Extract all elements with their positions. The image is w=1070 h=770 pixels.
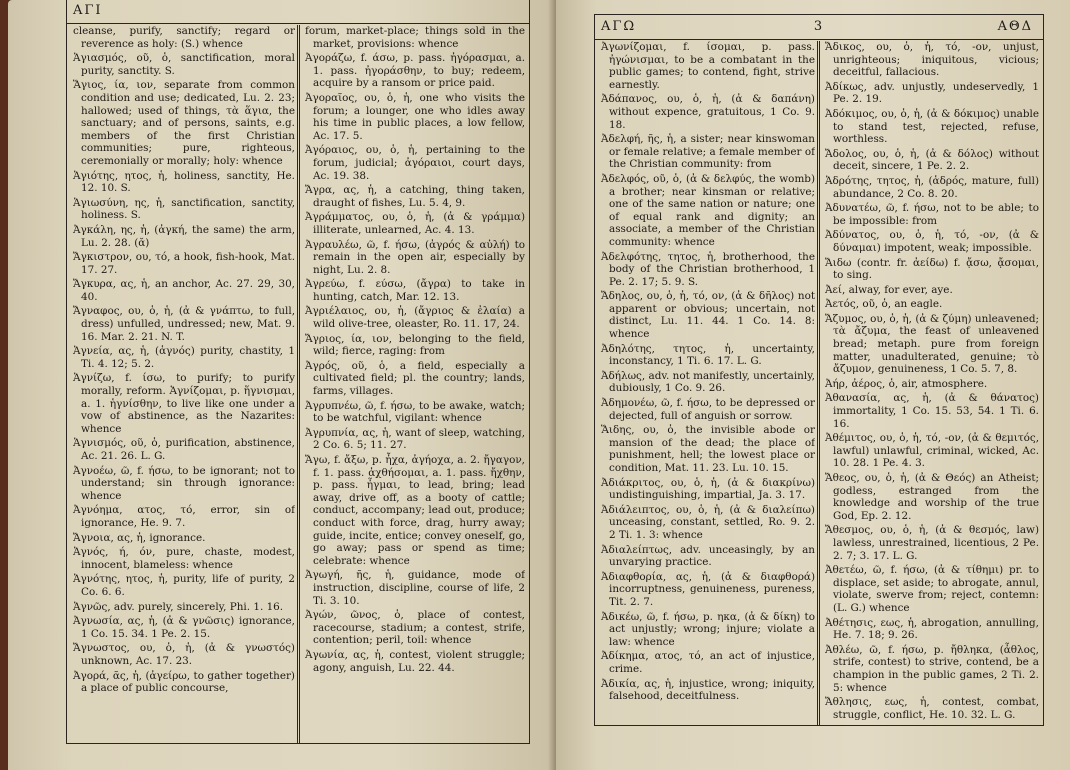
lexicon-entry: Ἄθεος, ου, ὁ, ἡ, (ἀ & Θεός) an Atheist; godless, estranged from the knowledge and worship of the true God, Ep. 2. 12. — [825, 472, 1039, 522]
lexicon-entry: Ἀδηλότης, τητος, ἡ, uncertainty, inconstancy, 1 Ti. 6. 17. L. G. — [601, 342, 815, 368]
right-page — [556, 0, 1070, 770]
lexicon-entry: Ἁγνότης, ητος, ἡ, purity, life of purity, 2 Co. 6. 6. — [73, 573, 295, 598]
lexicon-entry: Ἄγκυρα, ας, ἡ, an anchor, Ac. 27. 29, 30, 40. — [73, 278, 295, 303]
lexicon-entry: Ἀεί, alway, for ever, aye. — [825, 283, 953, 296]
column-rule — [817, 41, 818, 725]
lexicon-entry: Ἀδιάκριτος, ου, ὁ, ἡ, (ἀ & διακρίνω) undistinguishing, impartial, Ja. 3. 17. — [601, 476, 815, 502]
lexicon-entry: Ἄθεσμος, ου, ὁ, ἡ, (ἀ & θεσμός, law) lawless, unrestrained, licentious, 2 Pe. 2. 7; 3. 17. L. G. — [825, 524, 1039, 562]
right-column-1 — [599, 41, 815, 725]
lexicon-entry: Ἄγνοια, ας, ἡ, ignorance. — [73, 531, 206, 544]
lexicon-entry: Ἀδυνατέω, ῶ, f. ήσω, not to be able; to be impossible: from — [825, 202, 1039, 227]
right-running-header — [595, 15, 1043, 40]
left-column-2 — [303, 25, 525, 743]
lexicon-entry: Ἀγωνίζομαι, f. ίσομαι, p. pass. ἠγώνισμαι, to be a combatant in the public games; to contend, fight, strive earnestly. — [601, 41, 815, 91]
lexicon-entry: Ἀγωγή, ῆς, ἡ, guidance, mode of instruction, discipline, course of life, 2 Ti. 3. 10. — [305, 569, 525, 607]
left-column-1 — [71, 25, 295, 743]
lexicon-entry: forum, market-place; things sold in the market, provisions: whence — [305, 25, 525, 50]
left-header-title: ΑΓΙ — [73, 3, 103, 18]
lexicon-entry: Ἀδιαλείπτως, adv. unceasingly, by an unvarying practice. — [601, 543, 815, 569]
lexicon-entry: Ἀγκάλη, ης, ἡ, (ἀγκή, the same) the arm, Lu. 2. 28. (ᾰ) — [73, 223, 295, 249]
lexicon-entry: Ἀγοράζω, f. άσω, p. pass. ἠγόρασμαι, a. 1. pass. ἠγοράσθην, to buy; redeem, acquire by a ransom or price paid. — [305, 52, 525, 90]
lexicon-entry: Ἀδόκιμος, ου, ὁ, ἡ, (ἀ & δόκιμος) unable to stand test, rejected, refuse, worthless. — [825, 107, 1039, 146]
page-number: 3 — [813, 19, 825, 34]
column-rule — [299, 25, 300, 743]
lexicon-entry: Ἀθλέω, ῶ, f. ήσω, p. ἤθληκα, (ἆθλος, strife, contest) to strive, contend, be a champion in the public games, 2 Ti. 2. 5: whence — [825, 643, 1039, 694]
lexicon-entry: Ἀγοραῖος, ου, ὁ, ἡ, one who visits the forum; a lounger, one who idles away his time in public places, a low fellow, Ac. 17. 5. — [305, 91, 525, 142]
lexicon-entry: Ἀδικέω, ῶ, f. ήσω, p. ηκα, (ἀ & δίκη) to act unjustly; wrong; injure; violate a law: whence — [601, 610, 815, 648]
lexicon-entry: Ἄζυμος, ου, ὁ, ἡ, (ἀ & ζύμη) unleavened; τὰ ἄζυμα, the feast of unleavened bread; metaph. pure from foreign matter, unadulterated, genuine; τὸ ἄζυμον, genuineness, 1 Co. 5. 7, 8. — [825, 312, 1039, 376]
lexicon-entry: Ἀγραυλέω, ῶ, f. ήσω, (ἀγρός & αὐλή) to remain in the open air, especially by night, Lu. 2. 8. — [305, 238, 525, 276]
lexicon-entry: Ἁγνῶς, adv. purely, sincerely, Phi. 1. 16. — [73, 600, 284, 613]
lexicon-entry: Ἁδρότης, τητος, ἡ, (ἁδρός, mature, full) abundance, 2 Co. 8. 20. — [825, 174, 1039, 200]
right-header-left: ΑΓΩ — [601, 19, 637, 34]
lexicon-entry: Ἄγνωστος, ου, ὁ, ἡ, (ἀ & γνωστός) unknown, Ac. 17. 23. — [73, 642, 295, 667]
lexicon-entry: Ἀθέτησις, εως, ἡ, abrogation, annulling, He. 7. 18; 9. 26. — [825, 616, 1039, 642]
lexicon-entry: Ἀγρός, οῦ, ὁ, a field, especially a cultivated field; pl. the country; lands, farms, villages. — [305, 359, 525, 398]
left-columns — [67, 25, 529, 743]
lexicon-entry: Ἀθέμιτος, ου, ὁ, ἡ, τό, -ον, (ἀ & θεμιτός, lawful) unlawful, criminal, wicked, Ac. 10. 28. 1 Pe. 4. 3. — [825, 432, 1039, 470]
lexicon-entry: Ἅγιος, ία, ιον, separate from common condition and use; dedicated, Lu. 2. 23; hallowed; used of things, τὰ ἅγια, the sanctuary; and of persons, saints, e.g. members of the first Christian communities; pure, righteous, ceremonially or morally; holy: whence — [73, 79, 295, 167]
lexicon-entry: Ἀγράμματος, ου, ὁ, ἡ, (ἀ & γράμμα) illiterate, unlearned, Ac. 4. 13. — [305, 211, 525, 236]
lexicon-entry: Ἀγρυπνέω, ῶ, f. ήσω, to be awake, watch; to be watchful, vigilant: whence — [305, 399, 525, 425]
right-columns — [595, 41, 1043, 725]
lexicon-entry: Ἀδιάλειπτος, ου, ὁ, ἡ, (ἀ & διαλείπω) unceasing, constant, settled, Ro. 9. 2. 2 Ti. 1. 3: whence — [601, 503, 815, 541]
lexicon-entry: Ἀδιαφθορία, ας, ἡ, (ἀ & διαφθορά) incorruptness, genuineness, pureness, Tit. 2. 7. — [601, 570, 815, 608]
lexicon-entry: Ἀδίκως, adv. unjustly, undeservedly, 1 Pe. 2. 19. — [825, 80, 1039, 106]
lexicon-entry: Ἀγρεύω, f. εύσω, (ἄγρα) to take in hunting, catch, Mar. 12. 13. — [305, 278, 525, 303]
lexicon-entry: Ἀγορά, ᾶς, ἡ, (ἀγείρω, to gather together) a place of public concourse, — [73, 669, 295, 695]
lexicon-entry: Ἄδηλος, ου, ὁ, ἡ, τό, ον, (ἀ & δῆλος) not apparent or obvious; uncertain, not distinct, Lu. 11. 44. 1 Co. 14. 8: whence — [601, 290, 815, 341]
lexicon-entry: Ἅιδης, ου, ὁ, the invisible abode or mansion of the dead; the place of punishment, hell; the lowest place or condition, Mat. 11. 23. Lu. 10. 15. — [601, 424, 815, 474]
lexicon-entry: Ἀδελφός, οῦ, ὁ, (ἀ & δελφύς, the womb) a brother; near kinsman or relative; one of the same nation or nature; one of equal rank and dignity; an associate, a member of the Christian community: whence — [601, 172, 815, 248]
lexicon-entry: Ἀθετέω, ῶ, f. ήσω, (ἀ & τίθημι) pr. to displace, set aside; to abrogate, annul, violate, swerve from; reject, contemn: (L. G.) whence — [825, 564, 1039, 614]
lexicon-entry: Ἀθανασία, ας, ἡ, (ἀ & θάνατος) immortality, 1 Co. 15. 53, 54. 1 Ti. 6. 16. — [825, 392, 1039, 430]
lexicon-entry: Ἀδήλως, adv. not manifestly, uncertainly, dubiously, 1 Co. 9. 26. — [601, 369, 815, 395]
lexicon-entry: Ἄγρα, ας, ἡ, a catching, thing taken, draught of fishes, Lu. 5. 4, 9. — [305, 184, 525, 209]
lexicon-entry: Ἄθλησις, εως, ἡ, contest, combat, struggle, conflict, He. 10. 32. L. G. — [825, 696, 1039, 721]
left-running-header — [67, 0, 529, 24]
lexicon-entry: Ἄγριος, ία, ιον, belonging to the field, wild; fierce, raging: from — [305, 332, 525, 358]
lexicon-entry: Ἀγωνία, ας, ἡ, contest, violent struggle; agony, anguish, Lu. 22. 44. — [305, 648, 525, 674]
lexicon-entry: Ἀδημονέω, ῶ, f. ήσω, to be depressed or dejected, full of anguish or sorrow. — [601, 397, 815, 422]
lexicon-entry: Ἄγναφος, ου, ὁ, ἡ, (ἀ & γνάπτω, to full, dress) unfulled, undressed; new, Mat. 9. 16. Mar. 2. 21. N. T. — [73, 305, 295, 343]
left-page-frame — [66, 0, 530, 744]
lexicon-entry: Ἄγκιστρον, ου, τό, a hook, fish-hook, Mat. 17. 27. — [73, 251, 295, 276]
lexicon-entry: Ἀδελφή, ῆς, ἡ, a sister; near kinswoman or female relative; a female member of the Christian community: from — [601, 133, 815, 171]
lexicon-entry: Ἄδικος, ου, ὁ, ἡ, τό, -ον, unjust, unrighteous; iniquitous, vicious; deceitful, fallacious. — [825, 41, 1039, 79]
lexicon-entry: Ἀήρ, ἀέρος, ὁ, air, atmosphere. — [825, 377, 988, 390]
lexicon-entry: Ἄγω, f. ἄξω, p. ἦχα, ἀγήοχα, a. 2. ἤγαγον, f. 1. pass. ἀχθήσομαι, a. 1. pass. ἤχθην, p. pass. ἦγμαι, to lead, bring; lead away, drive off, as a booty of cattle; conduct, accompany; lead out, produce; conduct with force, drag, hurry away; guide, incite, entice; convey oneself, go, go away; pass or spend as time; celebrate: whence — [305, 454, 525, 567]
lexicon-entry: Ἄδολος, ου, ὁ, ἡ, (ἀ & δόλος) without deceit, sincere, 1 Pe. 2. 2. — [825, 147, 1039, 173]
lexicon-entry: Ἀγνοέω, ῶ, f. ήσω, to be ignorant; not to understand; sin through ignorance: whence — [73, 464, 295, 502]
left-page — [8, 0, 556, 770]
right-column-2 — [823, 41, 1039, 725]
lexicon-entry: Ἀδικία, ας, ἡ, injustice, wrong; iniquity, falsehood, deceitfulness. — [601, 677, 815, 703]
lexicon-entry: Ἀγριέλαιος, ου, ἡ, (ἄγριος & ἐλαία) a wild olive-tree, oleaster, Ro. 11. 17, 24. — [305, 305, 525, 331]
lexicon-entry: Ἁγνισμός, οῦ, ὁ, purification, abstinence, Ac. 21. 26. L. G. — [73, 437, 295, 462]
lexicon-entry: Ἀγών, ῶνος, ὁ, place of contest, racecourse, stadium; a contest, strife, contention; peril, toil: whence — [305, 609, 525, 647]
lexicon-entry: Ἁγιότης, ητος, ἡ, holiness, sanctity, He. 12. 10. S. — [73, 169, 295, 195]
lexicon-entry: Ἁγνίζω, f. ίσω, to purify; to purify morally, reform. Ἁγνίζομαι, p. ἥγνισμαι, a. 1. ἡγνίσθην, to live like one under a vow of abstinence, as the Nazarites: whence — [73, 372, 295, 435]
lexicon-entry: Ἀγνωσία, ας, ἡ, (ἀ & γνῶσις) ignorance, 1 Co. 15. 34. 1 Pe. 2. 15. — [73, 615, 295, 640]
lexicon-entry: Ἀγόραιος, ου, ὁ, ἡ, pertaining to the forum, judicial; ἀγόραιοι, court days, Ac. 19. 38. — [305, 144, 525, 182]
lexicon-entry: Ἀδελφότης, τητος, ἡ, brotherhood, the body of the Christian brotherhood, 1 Pe. 2. 17; 5. 9. S. — [601, 250, 815, 288]
lexicon-entry: Ἁγιασμός, οῦ, ὁ, sanctification, moral purity, sanctity. S. — [73, 52, 295, 77]
column-rule — [819, 41, 820, 725]
lexicon-entry: Ἀγρυπνία, ας, ἡ, want of sleep, watching, 2 Co. 6. 5; 11. 27. — [305, 426, 525, 452]
lexicon-entry: Ἄιδω (contr. fr. ἀείδω) f. ᾄσω, ᾄσομαι, to sing. — [825, 256, 1039, 282]
lexicon-entry: Ἁγνός, ή, όν, pure, chaste, modest, innocent, blameless: whence — [73, 546, 295, 571]
lexicon-entry: Ἀδίκημα, ατος, τό, an act of injustice, crime. — [601, 650, 815, 675]
lexicon-entry: Ἀετός, οῦ, ὁ, an eagle. — [825, 298, 943, 311]
lexicon-entry: Ἀδύνατος, ου, ὁ, ἡ, τό, -ον, (ἀ & δύναμαι) impotent, weak; impossible. — [825, 229, 1039, 254]
column-rule — [297, 25, 298, 743]
lexicon-entry: Ἀδάπανος, ου, ὁ, ἡ, (ἀ & δαπάνη) without expence, gratuitous, 1 Co. 9. 18. — [601, 93, 815, 131]
right-header-right: ΑΘΔ — [997, 19, 1033, 34]
lexicon-entry: cleanse, purify, sanctify; regard or reverence as holy: (S.) whence — [73, 25, 295, 50]
lexicon-entry: Ἁγιωσύνη, ης, ἡ, sanctification, sanctity, holiness. S. — [73, 196, 295, 222]
right-page-frame — [594, 14, 1044, 726]
lexicon-entry: Ἁγνεία, ας, ἡ, (ἁγνός) purity, chastity, 1 Ti. 4. 12; 5. 2. — [73, 345, 295, 370]
lexicon-entry: Ἀγνόημα, ατος, τό, error, sin of ignorance, He. 9. 7. — [73, 504, 295, 529]
